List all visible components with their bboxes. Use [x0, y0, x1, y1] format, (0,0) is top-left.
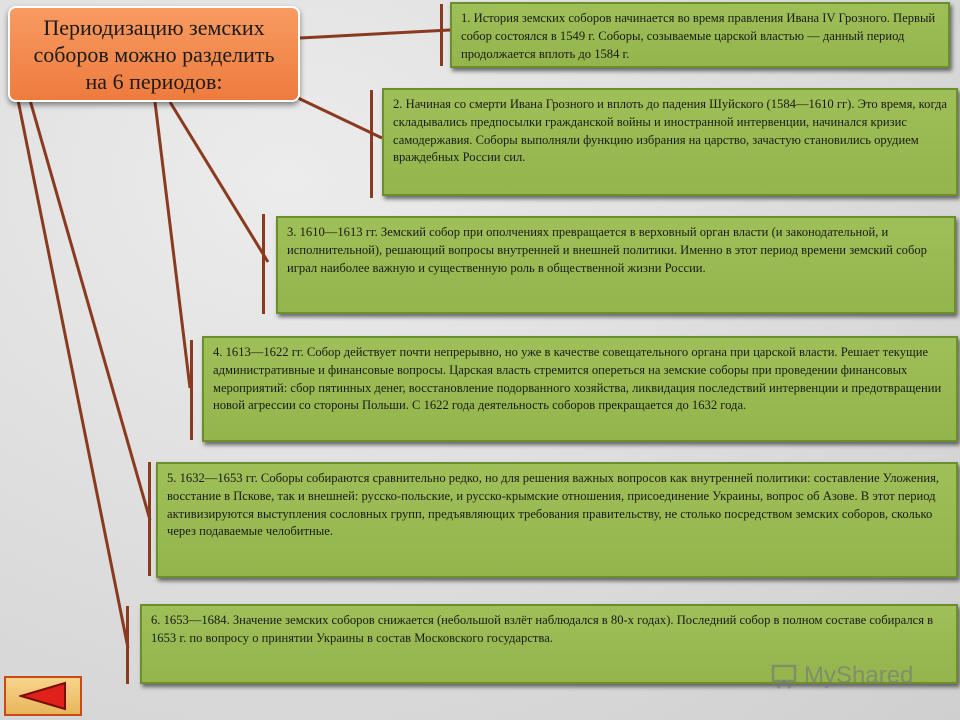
period-text-6: 6. 1653—1684. Значение земских соборов снижается (небольшой взлёт наблюдался в 80-х годах). Последний собор в полном составе собирался в 1653 г. по вопросу о принятии Украины в состав Московского государства.: [151, 613, 934, 645]
bracket-1: [440, 4, 443, 66]
bracket-3: [262, 214, 265, 314]
watermark-text: MyShared: [804, 662, 914, 689]
period-box-1: [450, 2, 950, 68]
period-box-2: [382, 88, 958, 196]
period-text-5: 5. 1632—1653 гг. Соборы собираются сравнительно редко, но для решения важных вопросов как внутренней политики: составление Уложения, восстание в Пскове, так и внешней: русско-польские, и русско-крымские отношения, присоединение Украины, вопрос об Азове. В этот период активизируются выступления сословных групп, предъявляющих требования правительству, не столько посредством земских соборов, сколько через подаваемые челобитные.: [167, 471, 940, 539]
title-box: [8, 6, 300, 102]
period-box-3: [276, 216, 956, 314]
title-text: Периодизацию земских соборов можно разделить на 6 периодов:: [33, 14, 275, 94]
connector-6: [18, 100, 128, 648]
connector-4: [155, 102, 190, 388]
bracket-4: [190, 340, 193, 440]
period-box-5: [156, 462, 958, 578]
connector-3: [170, 102, 268, 262]
connector-1: [300, 30, 450, 38]
presentation-icon: [770, 662, 798, 690]
bracket-6: [126, 606, 129, 684]
back-arrow-icon: [19, 681, 67, 711]
period-text-4: 4. 1613—1622 гг. Собор действует почти непрерывно, но уже в качестве совещательного органа при царской власти. Решает текущие административные и финансовые вопросы. Царская власть стремится опереться на земские соборы при проведении финансовых мероприятий: сбор пятинных денег, восстановление подорванного хозяйства, ликвидация последствий интервенции и предотвращении новой агрессии со стороны Польши. С 1622 года деятельность соборов прекращается до 1632 года.: [213, 345, 942, 413]
period-text-1: 1. История земских соборов начинается во время правления Ивана IV Грозного. Первый собор состоялся в 1549 г. Соборы, созываемые царской властью — данный период продолжается вплоть до 1584 г.: [461, 11, 936, 61]
period-box-4: [202, 336, 958, 442]
back-button[interactable]: [4, 676, 82, 716]
period-text-2: 2. Начиная со смерти Ивана Грозного и вплоть до падения Шуйского (1584—1610 гг). Это время, когда складывались предпосылки гражданской войны и иностранной интервенции, начинался кризис самодержавия. Соборы выполняли функцию избрания на царство, зачастую становились орудием враждебных России сил.: [393, 97, 947, 165]
bracket-5: [148, 462, 151, 576]
bracket-2: [370, 90, 373, 198]
period-text-3: 3. 1610—1613 гг. Земский собор при ополчениях превращается в верховный орган власти (и законодательной, и исполнительной), решающий вопросы внутренней и внешней политики. Именно в этот период времени земский собор играл наиболее важную и существенную роль в общественной жизни России.: [287, 225, 927, 275]
watermark: [770, 660, 950, 692]
